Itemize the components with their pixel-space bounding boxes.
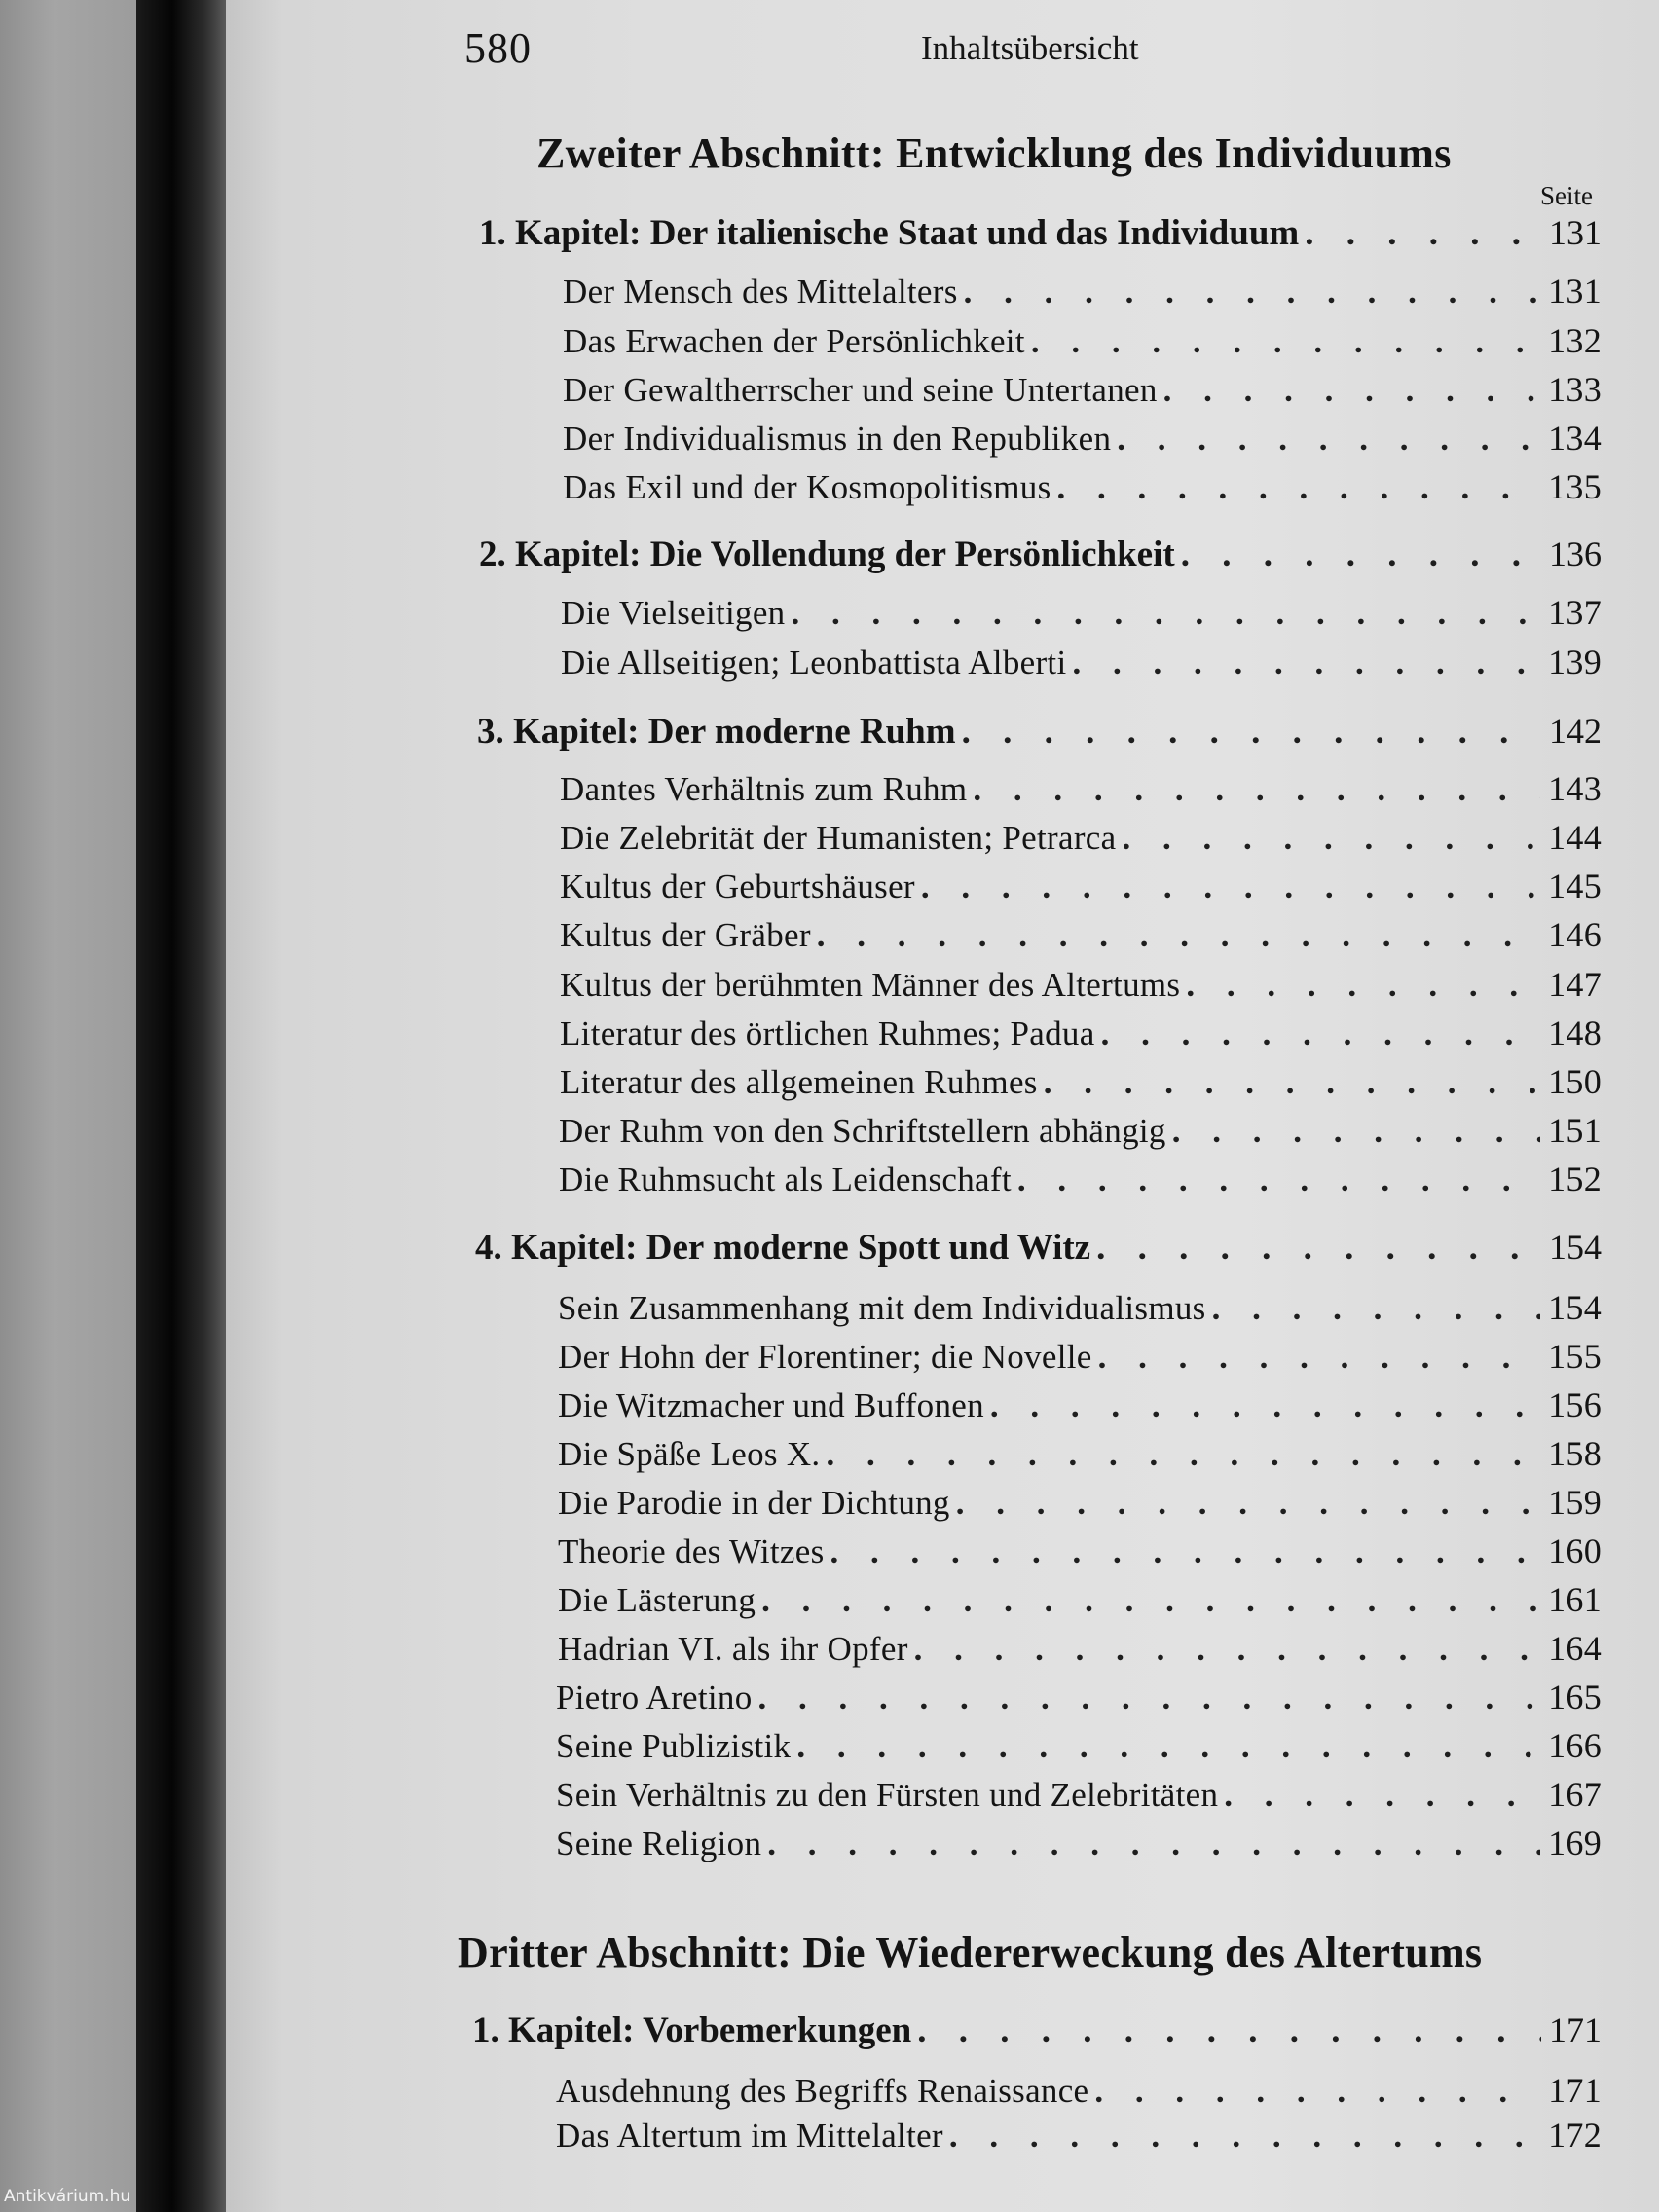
- toc-page-number: 135: [1548, 467, 1602, 506]
- toc-entry[interactable]: [558, 1628, 1602, 1669]
- dot-leader: [921, 867, 1540, 906]
- dot-leader: [826, 1435, 1540, 1474]
- toc-entry-label: Sein Zusammenhang mit dem Individualismus: [558, 1289, 1206, 1327]
- toc-chapter-4-kapitel[interactable]: [475, 1227, 1602, 1269]
- toc-entry[interactable]: [563, 369, 1602, 410]
- toc-page-number: 172: [1548, 2116, 1602, 2155]
- dot-leader: [1057, 468, 1541, 507]
- toc-page-number: 143: [1548, 769, 1602, 808]
- dot-leader: [1122, 819, 1540, 858]
- toc-page-number: 160: [1548, 1531, 1602, 1570]
- dot-leader: [956, 1484, 1540, 1523]
- toc-chapter-3-kapitel[interactable]: [477, 711, 1602, 753]
- dot-leader: [962, 711, 1541, 753]
- dot-leader: [964, 273, 1540, 312]
- toc-page-number: 142: [1549, 712, 1602, 751]
- dot-leader: [1094, 2072, 1540, 2111]
- toc-page-number: 148: [1548, 1014, 1602, 1052]
- toc-page-number: 151: [1548, 1111, 1602, 1150]
- toc-page-number: 134: [1548, 419, 1602, 458]
- toc-chapter-label: 4. Kapitel: Der moderne Spott und Witz: [475, 1228, 1091, 1268]
- toc-entry-label: Hadrian VI. als ihr Opfer: [558, 1630, 908, 1668]
- toc-page-number: 159: [1548, 1483, 1602, 1522]
- section-title-zweiter-abschnitt: Zweiter Abschnitt: Entwicklung des Individuums: [536, 129, 1452, 177]
- dot-leader: [914, 1630, 1540, 1669]
- toc-entry-label: Der Hohn der Florentiner; die Novelle: [558, 1338, 1092, 1376]
- toc-entry[interactable]: [556, 1725, 1602, 1766]
- dot-leader: [791, 594, 1540, 633]
- toc-entry-label: Der Gewaltherrscher und seine Untertanen: [563, 371, 1158, 409]
- section-title-dritter-abschnitt: Dritter Abschnitt: Die Wiedererweckung des Altertums: [458, 1929, 1483, 1976]
- toc-entry[interactable]: [560, 964, 1602, 1005]
- toc-entry-label: Literatur des allgemeinen Ruhmes: [560, 1063, 1038, 1101]
- dot-leader: [1181, 534, 1541, 575]
- toc-page-number: 165: [1548, 1677, 1602, 1716]
- toc-page-number: 171: [1549, 2010, 1602, 2049]
- toc-entry[interactable]: [561, 592, 1602, 633]
- toc-entry[interactable]: [560, 914, 1602, 955]
- page-number: 580: [464, 24, 532, 72]
- dot-leader: [767, 1825, 1540, 1863]
- dot-leader: [1096, 1227, 1541, 1269]
- toc-entry-label: Die Witzmacher und Buffonen: [558, 1386, 984, 1424]
- toc-page-number: 147: [1548, 965, 1602, 1004]
- dot-leader: [758, 1678, 1541, 1717]
- toc-page-number: 144: [1548, 818, 1602, 857]
- toc-entry-label: Kultus der Geburtshäuser: [560, 867, 915, 905]
- toc-page-number: 131: [1548, 272, 1602, 311]
- toc-page-number: 146: [1548, 915, 1602, 954]
- toc-entry[interactable]: [558, 1384, 1602, 1425]
- dot-leader: [830, 1532, 1541, 1571]
- dot-leader: [1305, 212, 1541, 254]
- page-column-label: Seite: [1540, 181, 1593, 210]
- toc-entry-label: Die Vielseitigen: [561, 594, 786, 632]
- watermark-text: Antikvárium.hu: [4, 2187, 131, 2206]
- toc-entry-label: Theorie des Witzes: [558, 1532, 825, 1570]
- toc-page-number: 139: [1548, 643, 1602, 682]
- toc-entry[interactable]: [563, 466, 1602, 507]
- dot-leader: [1224, 1776, 1540, 1815]
- toc-entry[interactable]: [556, 1774, 1602, 1815]
- toc-chapter-label: 1. Kapitel: Der italienische Staat und das Individuum: [479, 213, 1300, 253]
- toc-entry[interactable]: [560, 817, 1602, 858]
- book-spine-shadow: [136, 0, 226, 2212]
- toc-entry[interactable]: [556, 2070, 1602, 2111]
- toc-entry-label: Seine Publizistik: [556, 1727, 792, 1765]
- toc-page-number: 164: [1548, 1629, 1602, 1668]
- dot-leader: [990, 1386, 1540, 1425]
- toc-page-number: 156: [1548, 1385, 1602, 1424]
- toc-entry-label: Seine Religion: [556, 1825, 762, 1862]
- toc-page-number: 137: [1548, 593, 1602, 632]
- toc-entry-label: Das Erwachen der Persönlichkeit: [563, 322, 1025, 360]
- dot-leader: [1212, 1289, 1541, 1328]
- toc-page-number: 155: [1548, 1337, 1602, 1376]
- toc-page-number: 150: [1548, 1062, 1602, 1101]
- toc-entry-label: Der Ruhm von den Schriftstellern abhängig: [559, 1112, 1166, 1150]
- dot-leader: [1172, 1112, 1540, 1151]
- toc-entry[interactable]: [563, 418, 1602, 459]
- toc-entry[interactable]: [560, 768, 1602, 809]
- toc-page-number: 154: [1548, 1288, 1602, 1327]
- dot-leader: [817, 916, 1540, 955]
- toc-entry[interactable]: [559, 1159, 1602, 1199]
- toc-entry[interactable]: [563, 271, 1602, 312]
- toc-entry[interactable]: [556, 1823, 1602, 1863]
- toc-page-number: 136: [1549, 535, 1602, 573]
- toc-page-number: 169: [1548, 1824, 1602, 1862]
- dot-leader: [1163, 371, 1540, 410]
- toc-entry[interactable]: [560, 1013, 1602, 1053]
- dot-leader: [1101, 1014, 1541, 1053]
- toc-entry-label: Die Allseitigen; Leonbattista Alberti: [561, 644, 1067, 682]
- toc-chapter-label: 2. Kapitel: Die Vollendung der Persönlichkeit: [479, 535, 1175, 574]
- toc-entry[interactable]: [559, 1110, 1602, 1151]
- dot-leader: [1072, 644, 1540, 682]
- dot-leader: [1044, 1063, 1540, 1102]
- toc-page-number: 132: [1548, 321, 1602, 360]
- toc-entry[interactable]: [561, 642, 1602, 682]
- toc-chapter-2-kapitel[interactable]: [479, 534, 1602, 575]
- toc-entry-label: Die Lästerung: [558, 1581, 756, 1619]
- toc-entry-label: Kultus der berühmten Männer des Altertums: [560, 966, 1181, 1004]
- toc-entry-label: Die Zelebrität der Humanisten; Petrarca: [560, 819, 1117, 857]
- toc-entry-label: Die Späße Leos X.: [558, 1435, 821, 1473]
- dot-leader: [796, 1727, 1540, 1766]
- dot-leader: [973, 770, 1540, 809]
- toc-entry-label: Das Altertum im Mittelalter: [556, 2117, 943, 2155]
- toc-entry-label: Kultus der Gräber: [560, 916, 811, 954]
- background-surface: [0, 0, 136, 2212]
- toc-entry[interactable]: [560, 1061, 1602, 1102]
- dot-leader: [761, 1581, 1540, 1620]
- toc-page-number: 158: [1548, 1434, 1602, 1473]
- toc-entry-label: Pietro Aretino: [556, 1678, 753, 1716]
- toc-chapter-label: 1. Kapitel: Vorbemerkungen: [472, 2010, 912, 2050]
- running-title: Inhaltsübersicht: [921, 29, 1139, 67]
- toc-entry[interactable]: [558, 1530, 1602, 1571]
- toc-entry[interactable]: [556, 1677, 1602, 1717]
- dot-leader: [1186, 966, 1540, 1005]
- toc-page-number: 171: [1548, 2071, 1602, 2110]
- toc-page-number: 131: [1549, 213, 1602, 252]
- toc-entry-label: Der Individualismus in den Republiken: [563, 420, 1112, 458]
- toc-page-number: 154: [1549, 1228, 1602, 1267]
- toc-entry[interactable]: [558, 1336, 1602, 1377]
- toc-entry-label: Das Exil und der Kosmopolitismus: [563, 468, 1051, 506]
- toc-entry[interactable]: [563, 320, 1602, 361]
- toc-entry[interactable]: [558, 1433, 1602, 1474]
- toc-page-number: 133: [1548, 370, 1602, 409]
- toc-chapter-label: 3. Kapitel: Der moderne Ruhm: [477, 712, 956, 752]
- toc-entry-label: Die Parodie in der Dichtung: [558, 1484, 950, 1522]
- toc-entry[interactable]: [558, 1579, 1602, 1620]
- toc-entry-label: Dantes Verhältnis zum Ruhm: [560, 770, 968, 808]
- toc-chapter-1-kapitel-vorbemerkungen[interactable]: [472, 2009, 1602, 2051]
- toc-page-number: 166: [1548, 1726, 1602, 1765]
- toc-chapter-1-kapitel[interactable]: [479, 212, 1602, 254]
- dot-leader: [1017, 1161, 1540, 1199]
- toc-page-number: 145: [1548, 866, 1602, 905]
- dot-leader: [949, 2117, 1540, 2156]
- toc-entry[interactable]: [558, 1482, 1602, 1523]
- toc-page-number: 167: [1548, 1775, 1602, 1814]
- toc-entry-label: Der Mensch des Mittelalters: [563, 273, 958, 311]
- toc-entry-label: Die Ruhmsucht als Leidenschaft: [559, 1161, 1012, 1198]
- toc-entry-label: Ausdehnung des Begriffs Renaissance: [556, 2072, 1089, 2110]
- dot-leader: [1117, 420, 1540, 459]
- dot-leader: [1031, 322, 1540, 361]
- toc-entry-label: Literatur des örtlichen Ruhmes; Padua: [560, 1014, 1095, 1052]
- toc-entry[interactable]: [556, 2115, 1602, 2156]
- dot-leader: [1098, 1338, 1541, 1377]
- toc-entry[interactable]: [560, 866, 1602, 906]
- toc-page-number: 161: [1548, 1580, 1602, 1619]
- toc-entry-label: Sein Verhältnis zu den Fürsten und Zelebritäten: [556, 1776, 1219, 1814]
- toc-entry[interactable]: [558, 1287, 1602, 1328]
- dot-leader: [917, 2009, 1541, 2051]
- toc-page-number: 152: [1548, 1160, 1602, 1198]
